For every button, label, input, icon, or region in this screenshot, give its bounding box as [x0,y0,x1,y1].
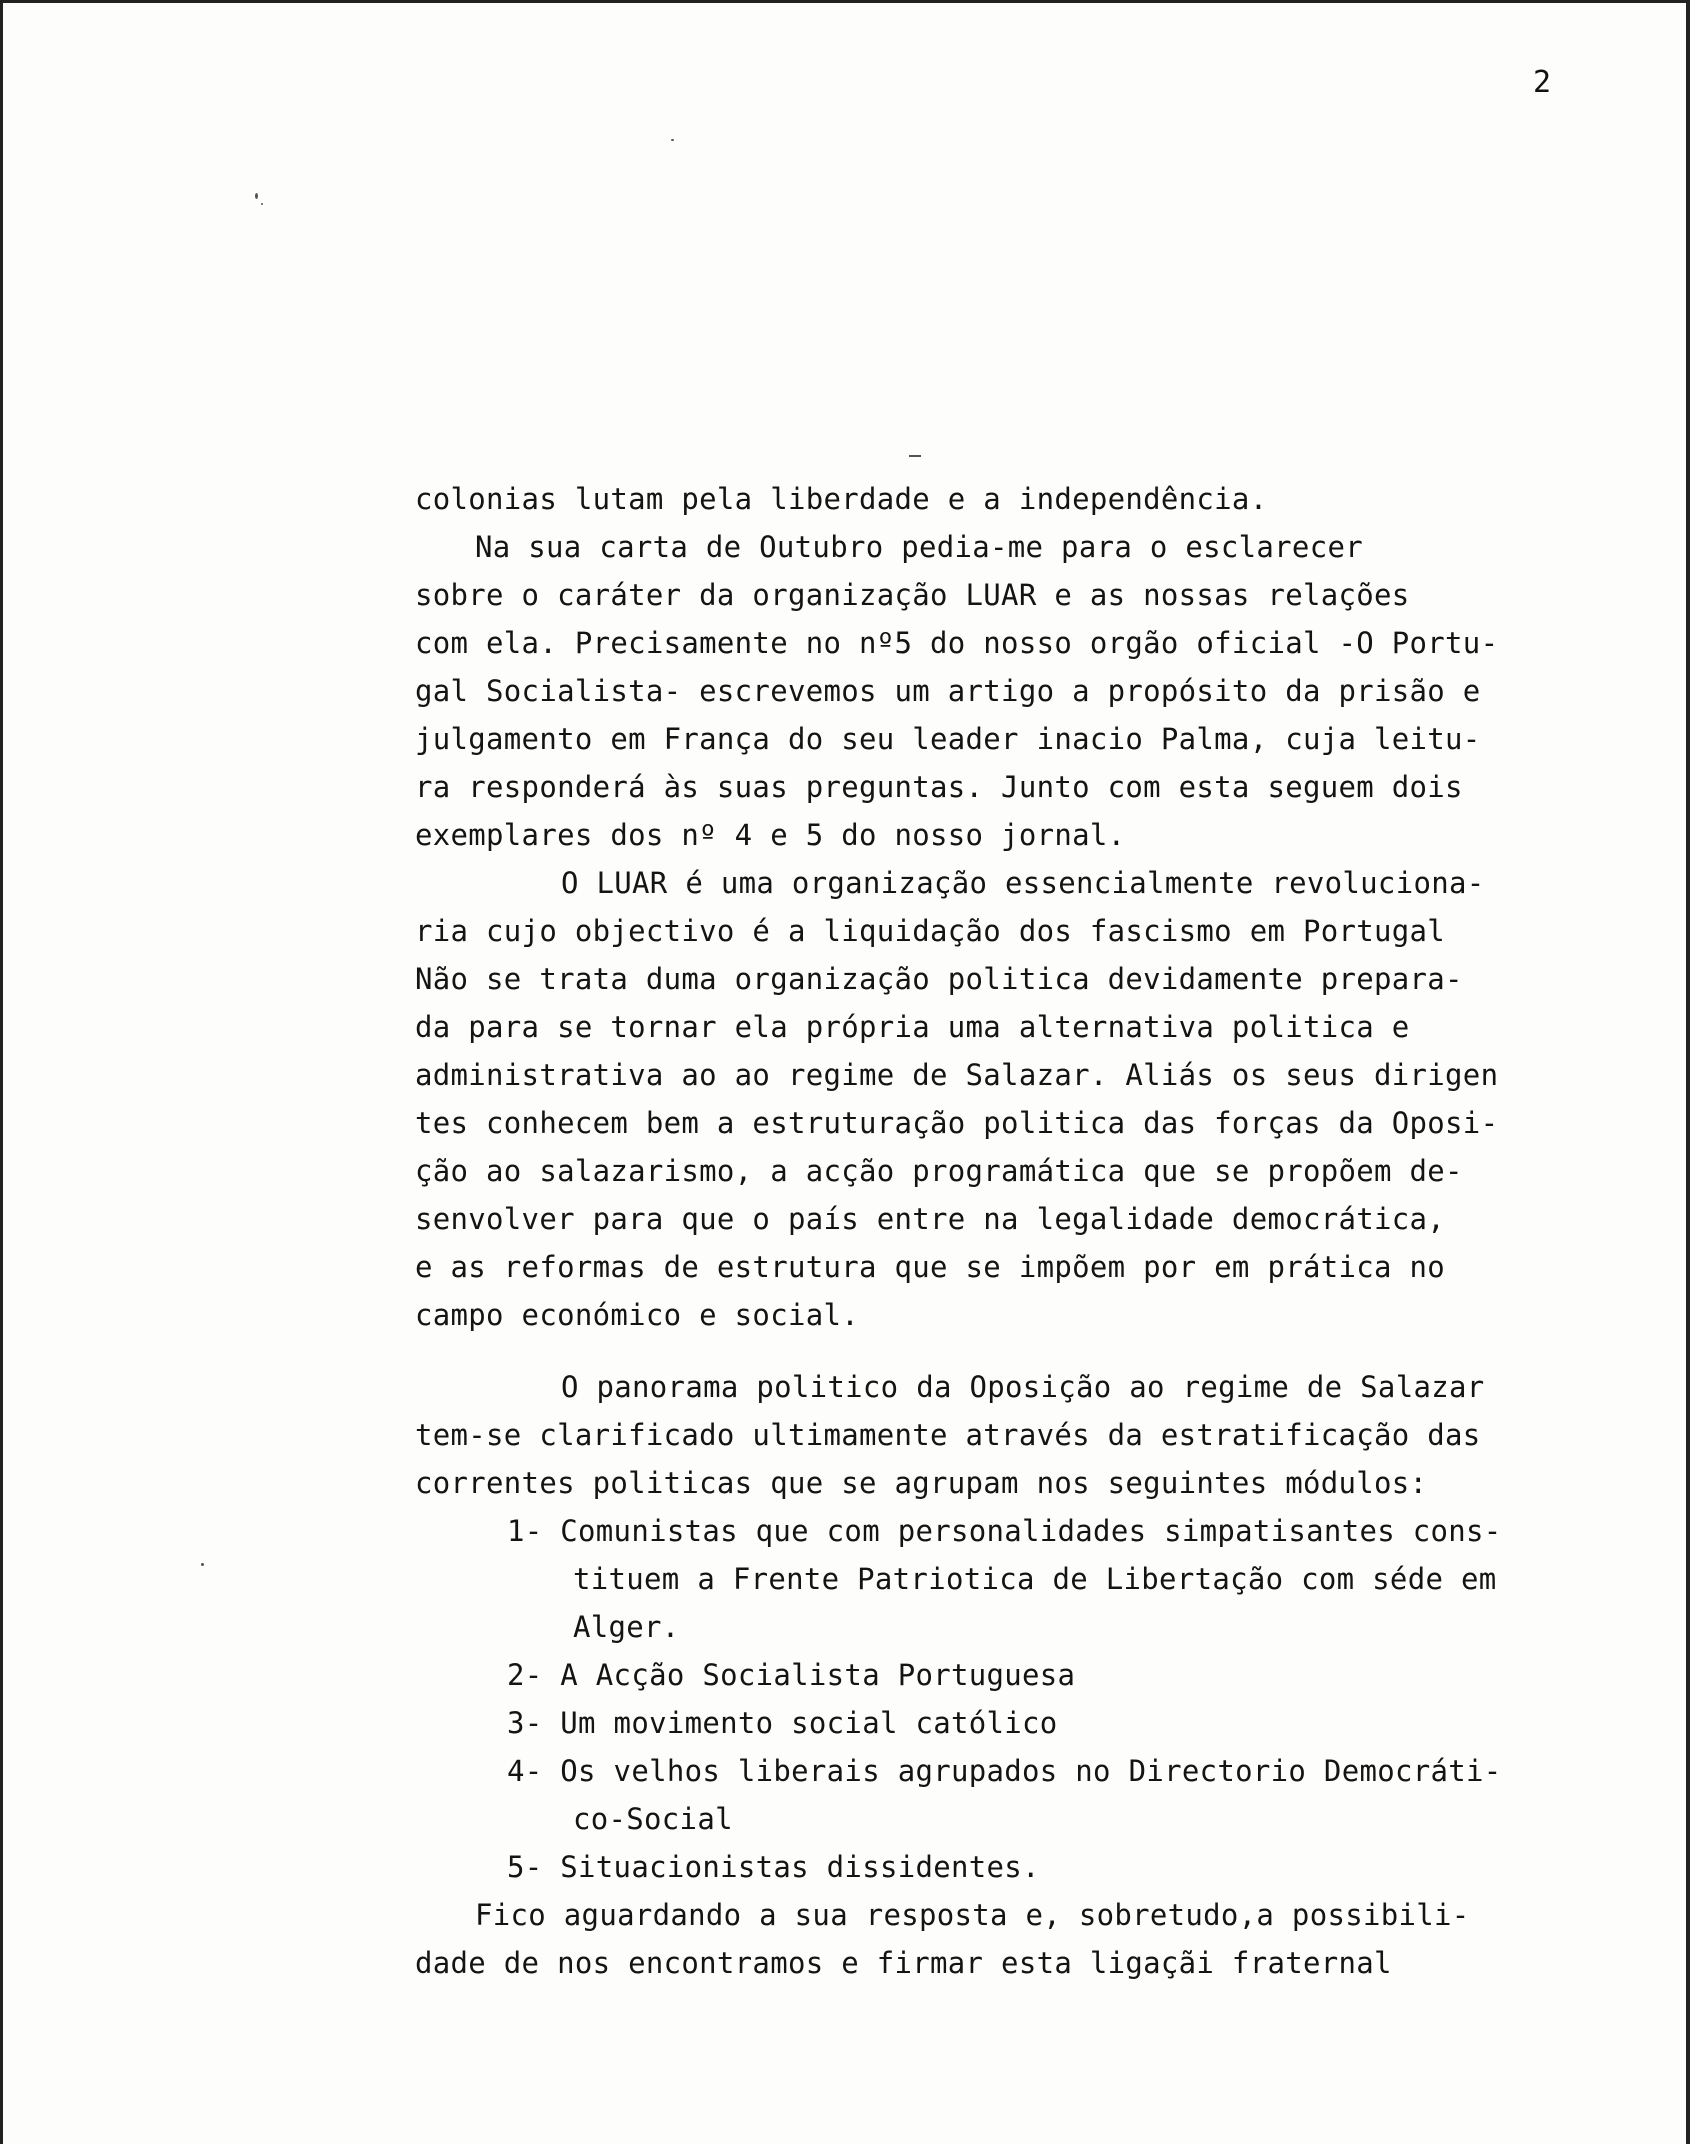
ink-speck [671,139,674,141]
ink-speck [255,193,258,199]
body-line: O LUAR é uma organização essencialmente revoluciona- [561,866,1485,900]
list-item [415,1651,1675,1699]
list-item [415,1507,1675,1651]
body-line: campo económico e social. [415,1298,859,1332]
list-item [415,1843,1675,1891]
body-line: ra responderá às suas preguntas. Junto com esta seguem dois [415,770,1463,804]
list-item-text: 4- Os velhos liberais agrupados no Directorio Democráti- [507,1754,1502,1788]
body-line: O panorama politico da Oposição ao regime de Salazar [561,1370,1485,1404]
list-item-continuation: tituem a Frente Patriotica de Libertação com séde em [573,1562,1497,1596]
body-line: ção ao salazarismo, a acção programática que se propõem de- [415,1154,1463,1188]
list-item-continuation: co-Social [573,1802,733,1836]
list-item-text: 2- A Acção Socialista Portuguesa [507,1658,1076,1692]
opposition-modules-list [415,1507,1675,1891]
list-item [415,1747,1675,1843]
list-item [415,1699,1675,1747]
ink-speck [909,455,921,457]
body-line: colonias lutam pela liberdade e a independência. [415,482,1268,516]
list-item-text: 5- Situacionistas dissidentes. [507,1850,1040,1884]
closing-line: dade de nos encontramos e firmar esta ligaçãi fraternal [415,1946,1392,1980]
list-item-text: 1- Comunistas que com personalidades simpatisantes cons- [507,1514,1502,1548]
body-line: tem-se clarificado ultimamente através da estratificação das [415,1418,1481,1452]
body-line: sobre o caráter da organização LUAR e as nossas relações [415,578,1410,612]
body-line: ria cujo objectivo é a liquidação dos fascismo em Portugal [415,914,1446,948]
body-line: Na sua carta de Outubro pedia-me para o esclarecer [475,530,1363,564]
closing-line: Fico aguardando a sua resposta e, sobretudo,a possibili- [475,1898,1470,1932]
body-line: com ela. Precisamente no nº5 do nosso orgão oficial -O Portu- [415,626,1499,660]
body-line: julgamento em França do seu leader inacio Palma, cuja leitu- [415,722,1481,756]
ink-speck [261,203,263,205]
body-line: e as reformas de estrutura que se impõem por em prática no [415,1250,1446,1284]
list-item-continuation: Alger. [573,1610,680,1644]
body-line: correntes politicas que se agrupam nos seguintes módulos: [415,1466,1428,1500]
ink-speck [201,1563,204,1566]
body-line: administrativa ao ao regime de Salazar. Aliás os seus dirigen [415,1058,1499,1092]
body-line: senvolver para que o país entre na legalidade democrática, [415,1202,1446,1236]
body-line: gal Socialista- escrevemos um artigo a propósito da prisão e [415,674,1481,708]
list-item-text: 3- Um movimento social católico [507,1706,1058,1740]
letter-body [415,475,1675,1987]
page-number: 2 [1533,65,1552,100]
body-line: Não se trata duma organização politica devidamente prepara- [415,962,1463,996]
body-line: da para se tornar ela própria uma alternativa politica e [415,1010,1410,1044]
body-line: tes conhecem bem a estruturação politica das forças da Oposi- [415,1106,1499,1140]
body-line: exemplares dos nº 4 e 5 do nosso jornal. [415,818,1126,852]
